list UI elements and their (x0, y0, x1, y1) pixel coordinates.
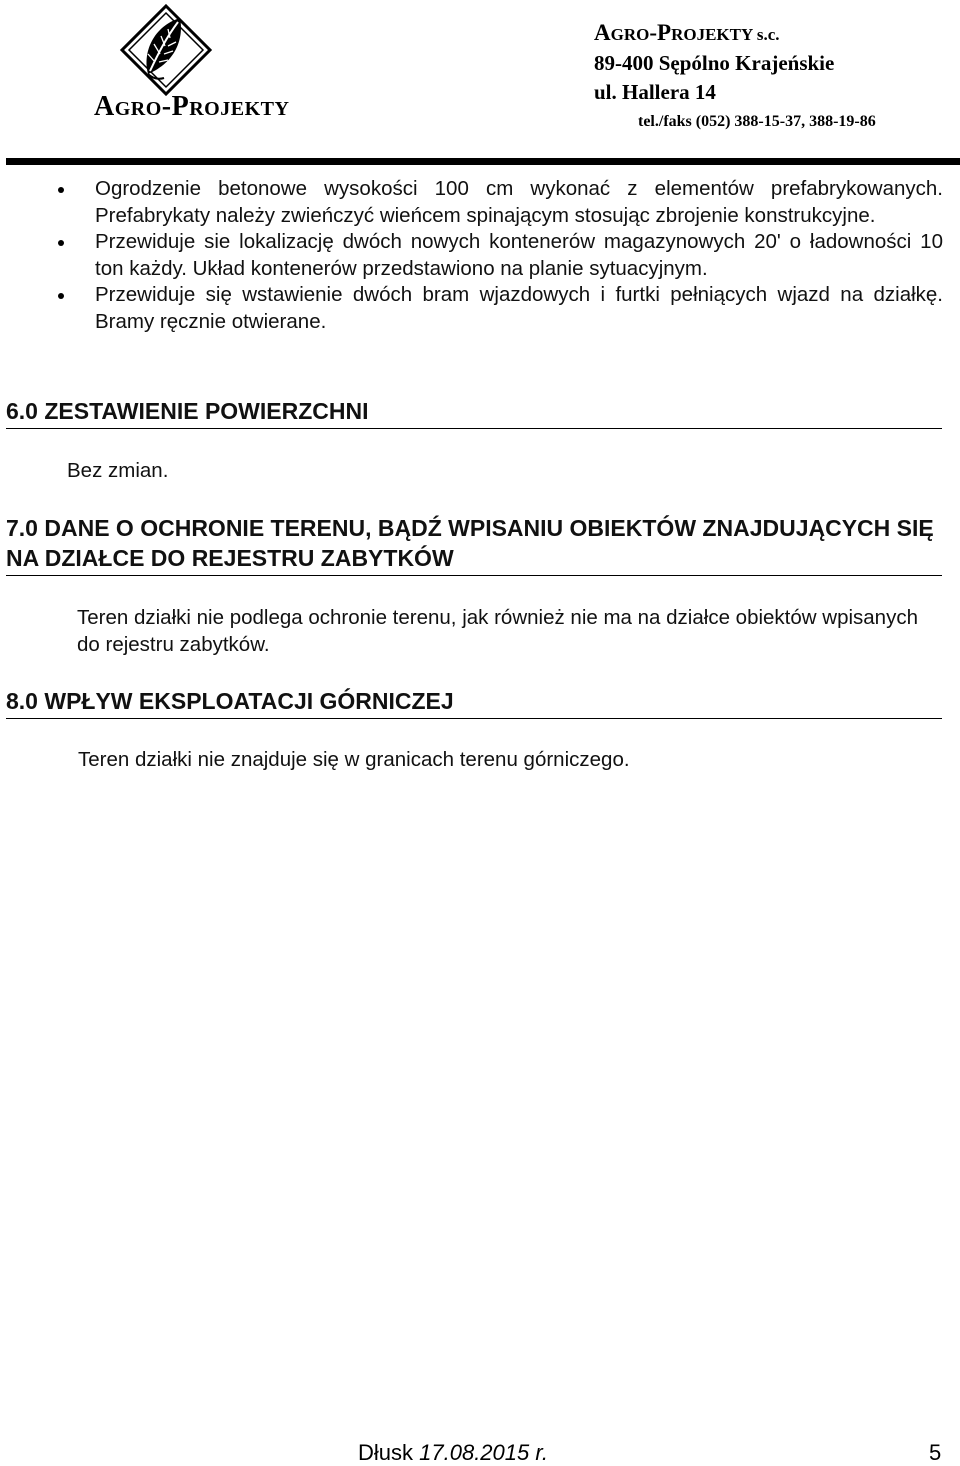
section-body: Teren działki nie podlega ochronie terenu, jak również nie ma na działce obiektów wpisanych do rejestru zabytków. (77, 606, 918, 656)
bullet-item: Przewiduje się wstawienie dwóch bram wjazdowych i furtki pełniących wjazd na działkę. Bramy ręcznie otwierane. (95, 282, 943, 335)
section-title: 7.0 DANE O OCHRONIE TERENU, BĄDŹ WPISANIU OBIEKTÓW ZNAJDUJĄCYCH SIĘ NA DZIAŁCE DO REJESTRU ZABYTKÓW (6, 513, 942, 576)
leaf-diamond-icon (118, 4, 214, 96)
section-body: Teren działki nie znajduje się w granicach terenu górniczego. (78, 748, 630, 771)
company-info (594, 18, 944, 135)
section-title: 6.0 ZESTAWIENIE POWIERZCHNI (6, 396, 942, 429)
section-body: Bez zmian. (67, 459, 169, 482)
company-city: 89-400 Sępólno Krajeńskie (594, 51, 835, 75)
bullet-item: Przewiduje sie lokalizację dwóch nowych kontenerów magazynowych 20' o ładowności 10 ton każdy. Układ kontenerów przedstawiono na planie sytuacyjnym. (95, 229, 943, 282)
bullet-item: Ogrodzenie betonowe wysokości 100 cm wykonać z elementów prefabrykowanych. Prefabrykaty należy zwieńczyć wieńcem spinającym stosując zbrojenie konstrukcyjne. (95, 176, 943, 229)
header-divider (6, 158, 960, 165)
section-title: 8.0 WPŁYW EKSPLOATACJI GÓRNICZEJ (6, 686, 942, 719)
company-phone: tel./faks (052) 388-15-37, 388-19-86 (638, 113, 876, 130)
footer-place-date: Dłusk 17.08.2015 r. (358, 1440, 548, 1465)
company-name: AGRO-PROJEKTY s.c. (594, 20, 780, 45)
page-number: 5 (929, 1440, 942, 1465)
bullet-list (95, 176, 943, 335)
logo-wordmark: AGRO-PROJEKTY (94, 91, 290, 122)
company-street: ul. Hallera 14 (594, 80, 716, 104)
